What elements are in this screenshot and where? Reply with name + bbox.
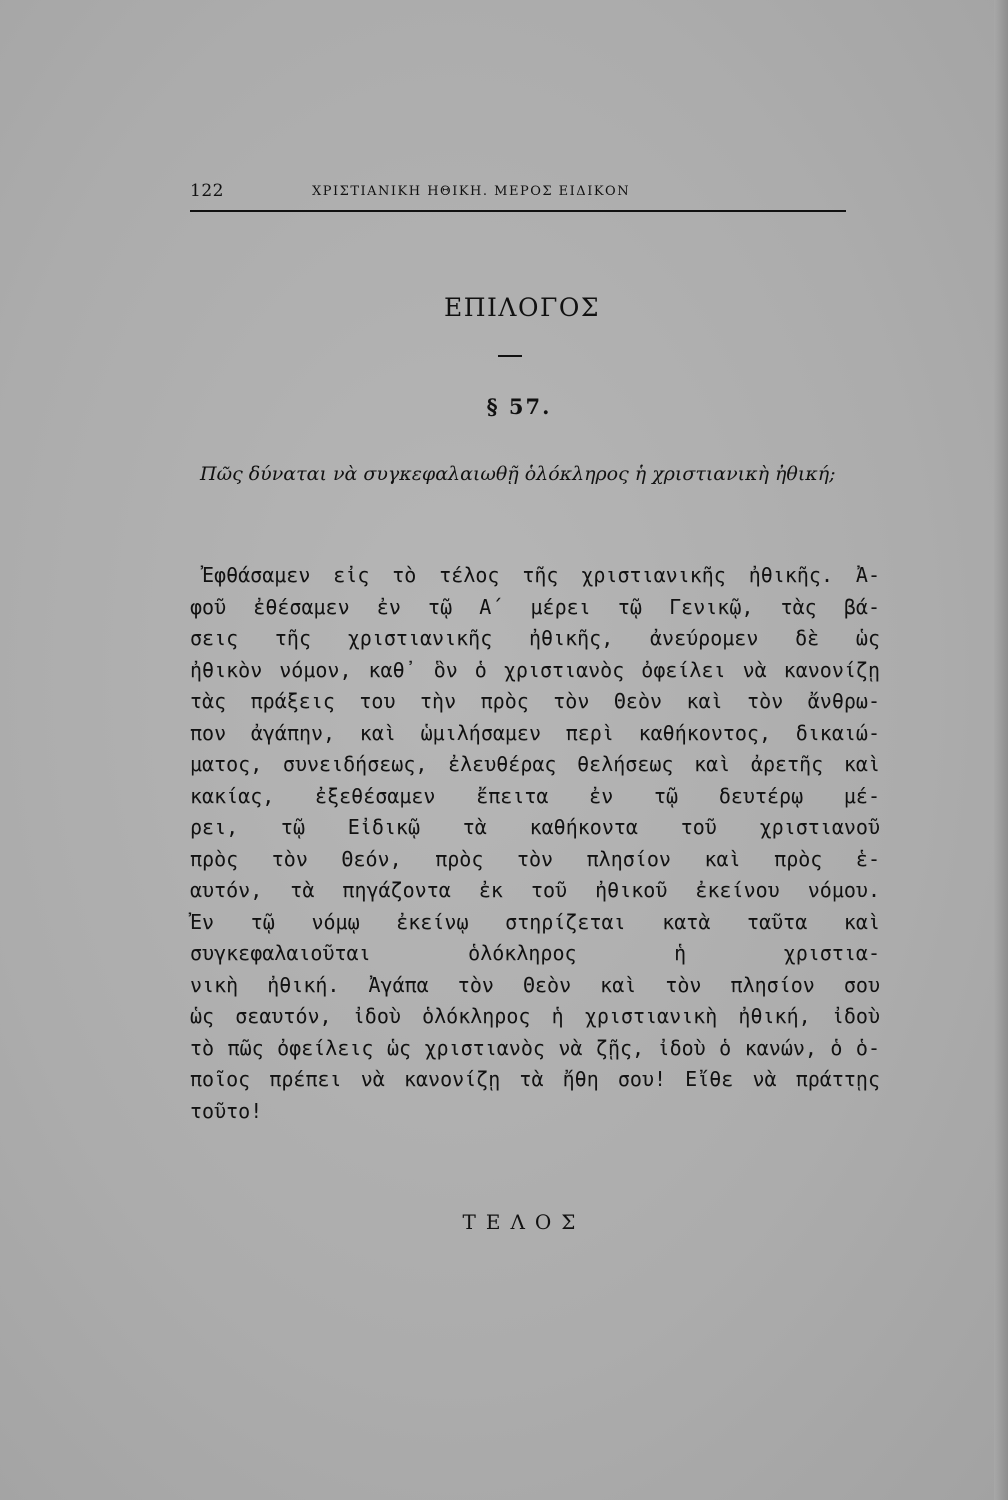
body-line: σεις τῆς χριστιανικῆς ἠθικῆς, ἀνεύρομεν δὲ ὡς — [190, 626, 880, 650]
body-line: κακίας, ἐξεθέσαμεν ἔπειτα ἐν τῷ δευτέρῳ μέ- — [190, 783, 880, 808]
body-line: συγκεφαλαιοῦται ὁλόκληρος ἡ χριστια- — [190, 941, 880, 965]
closing-word: ΤΕΛΟΣ — [462, 1210, 586, 1234]
page-header — [190, 181, 846, 211]
section-number: § 57. — [486, 394, 552, 419]
body-line: ὡς σεαυτόν, ἰδοὺ ὁλόκληρος ἡ χριστιανικὴ ἠθική, ἰδοὺ — [190, 1004, 880, 1028]
body-line: αυτόν, τὰ πηγάζοντα ἐκ τοῦ ἠθικοῦ ἐκείνου νόμου. — [190, 878, 880, 902]
body-text — [190, 560, 880, 1127]
page-number: 122 — [190, 181, 224, 201]
body-line: ἠθικὸν νόμον, καθ᾿ ὃν ὁ χριστιανὸς ὀφείλει νὰ κανονίζῃ — [190, 657, 880, 682]
body-line: ματος, συνειδήσεως, ἐλευθέρας θελήσεως καὶ ἀρετῆς καὶ — [190, 752, 880, 776]
running-head: ΧΡΙΣΤΙΑΝΙΚΗ ΗΘΙΚΗ. ΜΕΡΟΣ ΕΙΔΙΚΟΝ — [312, 184, 631, 199]
section-question: Πῶς δύναται νὰ συγκεφαλαιωθῇ ὁλόκληρος ἡ χριστιανικὴ ἠθική; — [200, 463, 836, 485]
body-line: νικὴ ἠθική. Ἀγάπα τὸν Θεὸν καὶ τὸν πλησίον σου — [190, 972, 880, 997]
header-rule — [190, 210, 846, 212]
chapter-title: ΕΠΙΛΟΓΟΣ — [444, 293, 600, 322]
body-line: Ἐν τῷ νόμῳ ἐκείνῳ στηρίζεται κατὰ ταῦτα καὶ — [190, 909, 880, 934]
body-line: πον ἀγάπην, καὶ ὡμιλήσαμεν περὶ καθήκοντος, δικαιώ- — [190, 720, 880, 745]
body-line: πρὸς τὸν Θεόν, πρὸς τὸν πλησίον καὶ πρὸς ἑ- — [190, 846, 880, 871]
body-line: τὸ πῶς ὀφείλεις ὡς χριστιανὸς νὰ ζῇς, ἰδοὺ ὁ κανών, ὁ ὁ- — [190, 1035, 880, 1060]
body-line: φοῦ ἐθέσαμεν ἐν τῷ Α΄ μέρει τῷ Γενικῷ, τὰς βά- — [190, 594, 880, 619]
body-line: ποῖος πρέπει νὰ κανονίζῃ τὰ ἤθη σου! Εἴθε νὰ πράττῃς — [190, 1067, 880, 1091]
body-line: ρει, τῷ Εἰδικῷ τὰ καθήκοντα τοῦ χριστιανοῦ — [190, 815, 880, 839]
body-line: τοῦτο! — [190, 1098, 263, 1123]
body-line: Ἐφθάσαμεν εἰς τὸ τέλος τῆς χριστιανικῆς ἠθικῆς. Ἀ- — [202, 563, 880, 587]
page-edge-shadow — [994, 0, 1008, 1500]
title-dash — [498, 355, 522, 357]
body-line: τὰς πράξεις του τὴν πρὸς τὸν Θεὸν καὶ τὸν ἄνθρω- — [190, 689, 880, 713]
